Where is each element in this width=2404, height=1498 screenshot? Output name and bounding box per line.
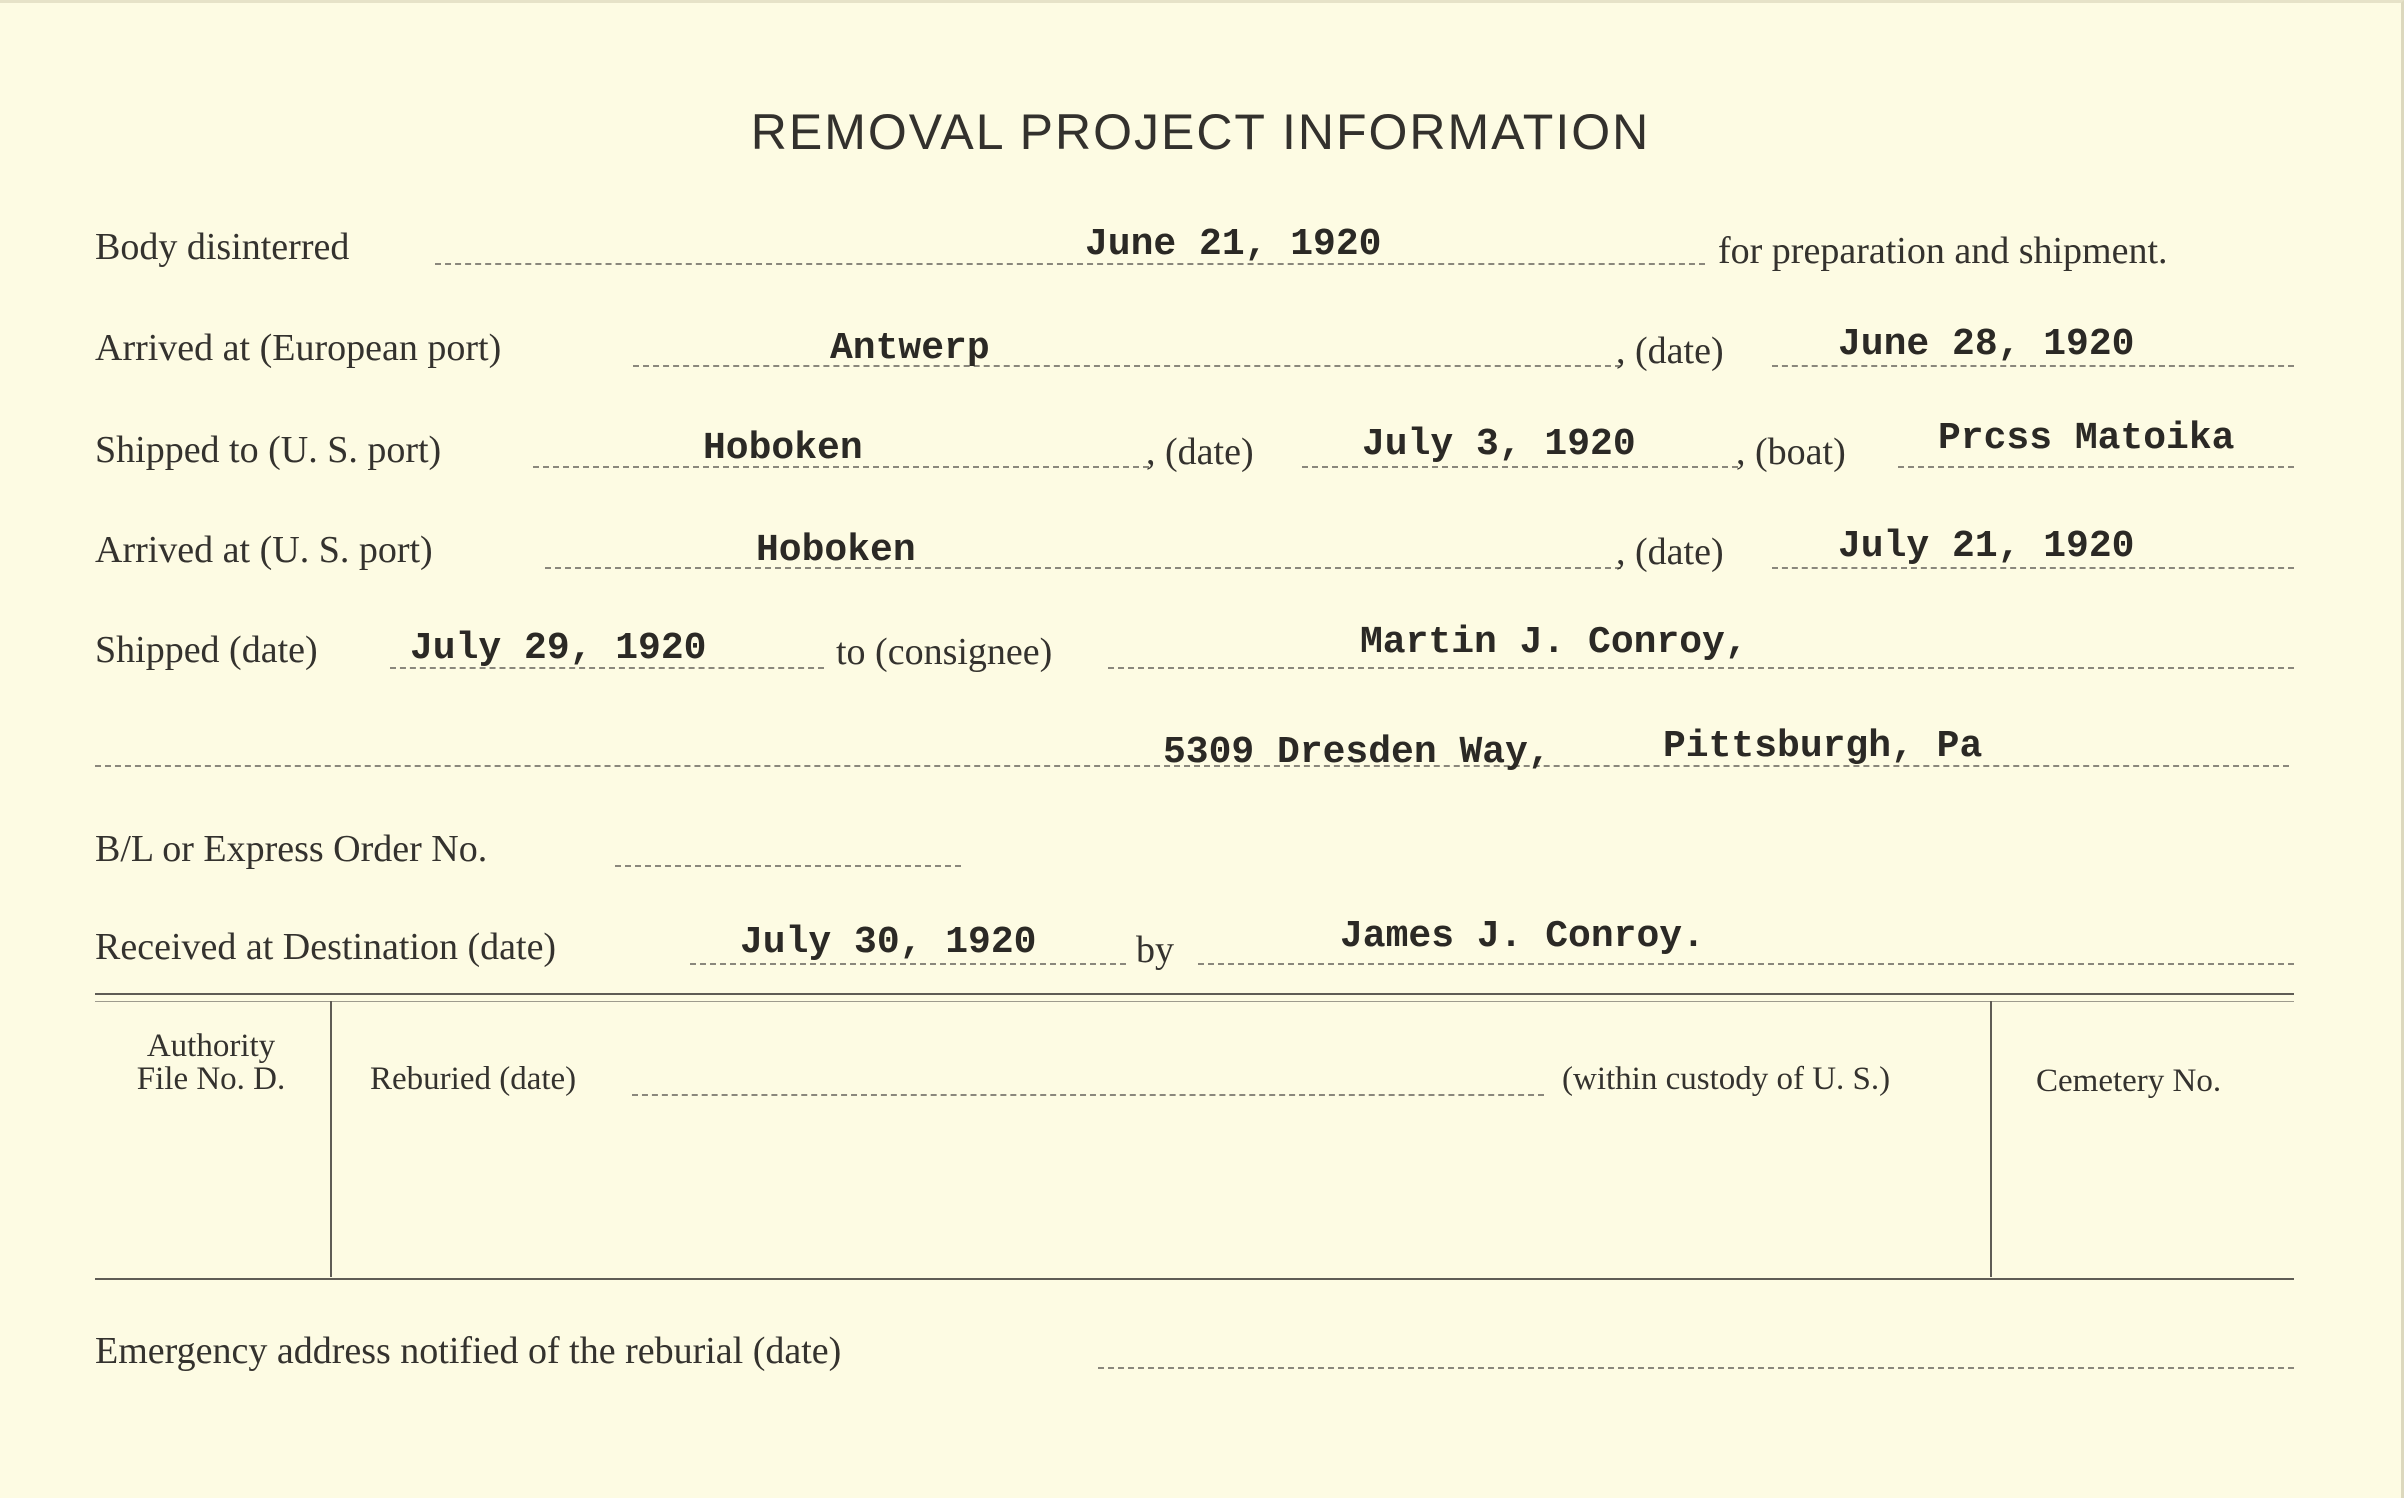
arrived-us-port-label: Arrived at (U. S. port) bbox=[95, 529, 433, 571]
custody-label: (within custody of U. S.) bbox=[1562, 1061, 1891, 1097]
shipped-to-us-port-boat-line bbox=[1898, 466, 2294, 468]
consignee-line bbox=[1108, 667, 2294, 669]
authority-label-line2: File No. D. bbox=[136, 1061, 286, 1097]
arrived-european-port-label: Arrived at (European port) bbox=[95, 327, 502, 369]
arrived-us-port-value: Hoboken bbox=[756, 529, 916, 572]
received-by-line bbox=[1198, 963, 2294, 965]
arrived-us-port-date-label: , (date) bbox=[1616, 531, 1724, 573]
bl-order-line bbox=[615, 865, 961, 867]
arrived-us-port-date-value: July 21, 1920 bbox=[1838, 525, 2135, 568]
received-by-value: James J. Conroy. bbox=[1340, 915, 1705, 958]
shipped-date-label: Shipped (date) bbox=[95, 629, 318, 671]
authority-label-line1: Authority bbox=[146, 1028, 276, 1064]
shipped-to-us-port-label: Shipped to (U. S. port) bbox=[95, 429, 442, 471]
received-date-value: July 30, 1920 bbox=[740, 921, 1037, 964]
box-divider-left bbox=[330, 1001, 332, 1277]
shipped-to-us-port-boat-value: Prcss Matoika bbox=[1938, 417, 2235, 460]
reburied-label: Reburied (date) bbox=[370, 1061, 577, 1097]
arrived-european-port-line bbox=[633, 365, 1621, 367]
arrived-european-port-value: Antwerp bbox=[830, 327, 990, 370]
box-bottom-line bbox=[95, 1278, 2294, 1280]
shipped-to-us-port-date-value: July 3, 1920 bbox=[1362, 423, 1636, 466]
box-top-line bbox=[95, 993, 2294, 995]
box-divider-right bbox=[1990, 1001, 1992, 1277]
emergency-label: Emergency address notified of the reburial (date) bbox=[95, 1330, 842, 1372]
shipped-date-value: July 29, 1920 bbox=[410, 627, 707, 670]
reburied-line bbox=[632, 1094, 1544, 1096]
city-value: Pittsburgh, Pa bbox=[1663, 725, 1983, 768]
address-value: 5309 Dresden Way, bbox=[1163, 731, 1551, 774]
card-title: REMOVAL PROJECT INFORMATION bbox=[750, 104, 1651, 160]
received-by-label: by bbox=[1136, 929, 1174, 971]
shipped-to-us-port-boat-label: , (boat) bbox=[1736, 431, 1846, 473]
arrived-european-port-date-value: June 28, 1920 bbox=[1838, 323, 2135, 366]
arrived-european-port-date-label: , (date) bbox=[1616, 330, 1724, 372]
body-disinterred-suffix: for preparation and shipment. bbox=[1718, 230, 2168, 272]
box-top-line-inner bbox=[95, 1001, 2294, 1002]
shipped-to-us-port-date-line bbox=[1302, 466, 1738, 468]
received-date-label: Received at Destination (date) bbox=[95, 926, 557, 968]
emergency-line bbox=[1098, 1367, 2294, 1369]
consignee-value: Martin J. Conroy, bbox=[1360, 621, 1748, 664]
consignee-label: to (consignee) bbox=[836, 631, 1053, 673]
body-disinterred-line bbox=[435, 263, 1705, 265]
cemetery-label: Cemetery No. bbox=[2036, 1063, 2222, 1099]
shipped-to-us-port-value: Hoboken bbox=[703, 427, 863, 470]
bl-order-label: B/L or Express Order No. bbox=[95, 828, 488, 870]
body-disinterred-value: June 21, 1920 bbox=[1085, 223, 1382, 266]
body-disinterred-label: Body disinterred bbox=[95, 226, 350, 268]
arrived-us-port-line bbox=[545, 567, 1621, 569]
shipped-to-us-port-date-label: , (date) bbox=[1146, 431, 1254, 473]
